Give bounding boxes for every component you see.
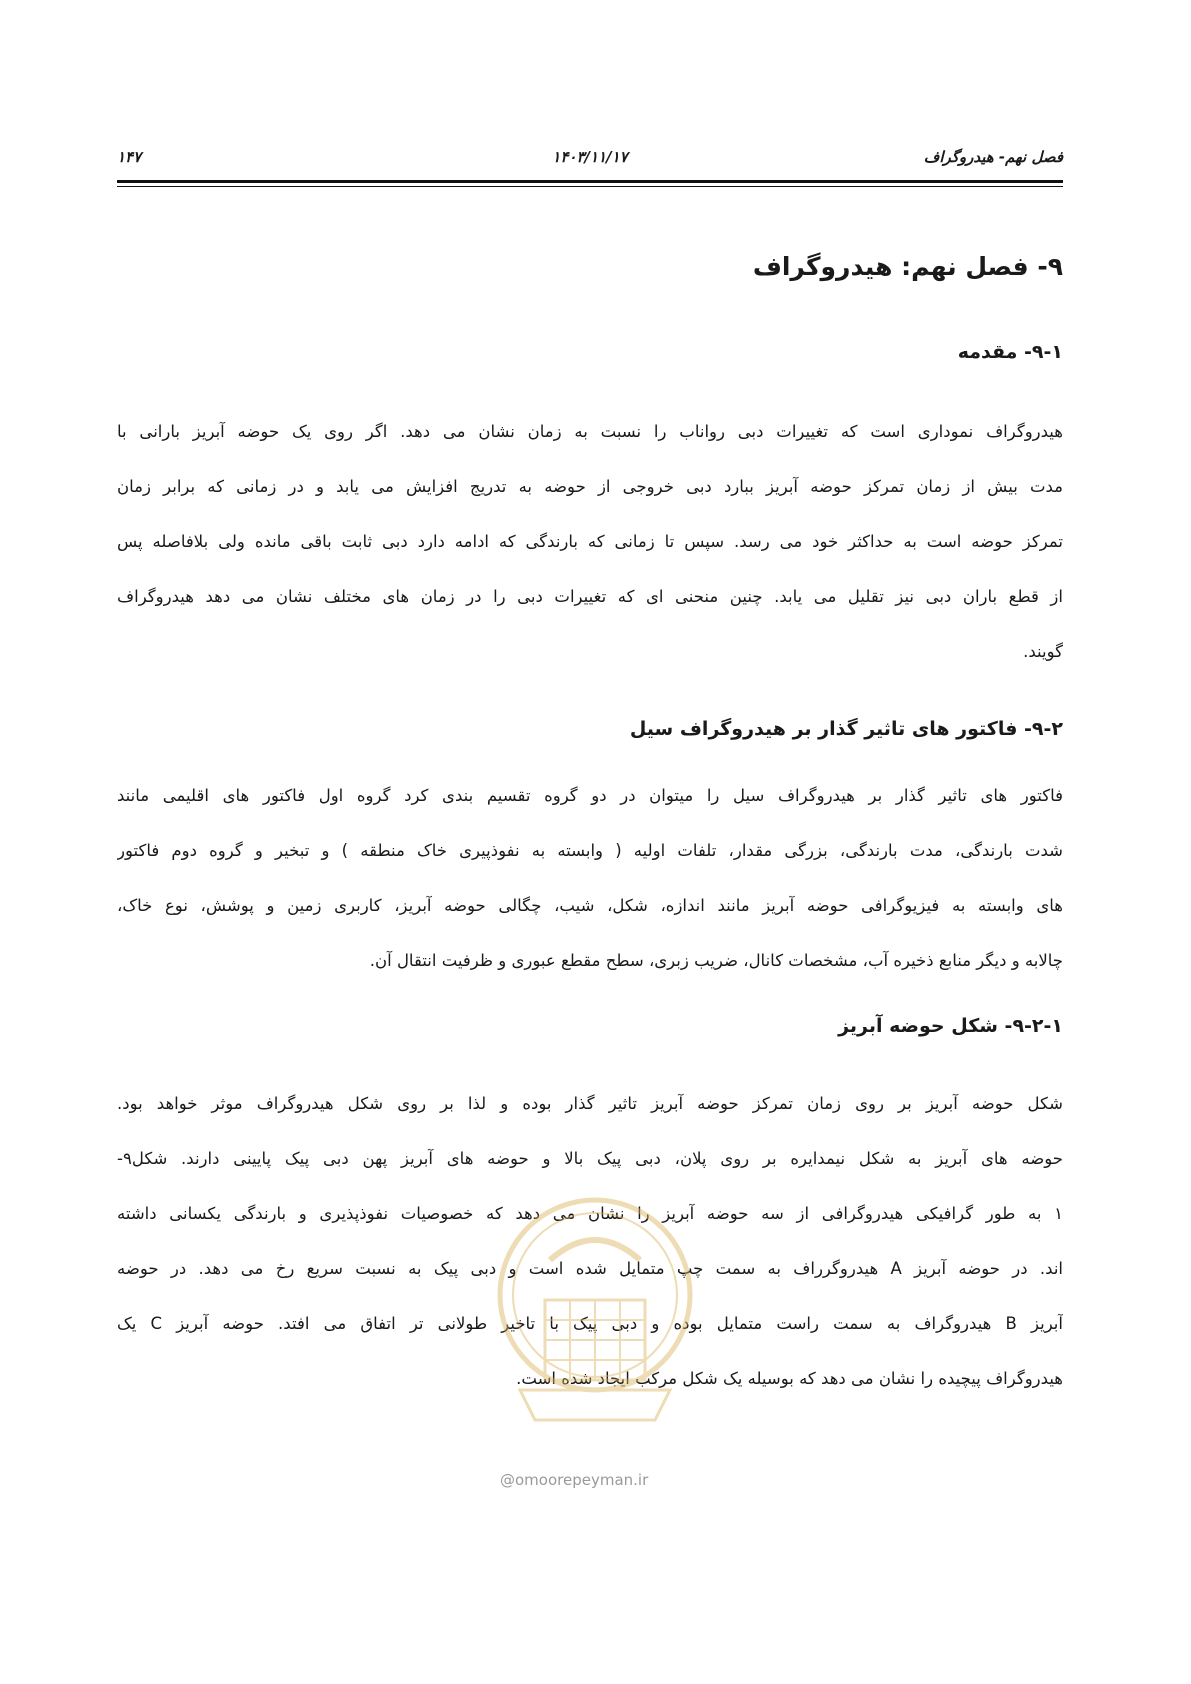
text-line: شدت بارندگی، مدت بارندگی، بزرگی مقدار، تلفات اولیه ( وابسته به نفوذپیری خاک منطقه ) و تبخیر و گروه دوم فاکتور (117, 841, 1063, 860)
header-rule-thin (117, 186, 1063, 187)
text-line: مدت بیش از زمان تمرکز حوضه آبریز ببارد دبی خروجی از حوضه به تدریج افزایش می یابد و در زمانی که برابر زمان (117, 477, 1063, 496)
text-line: فاکتور های تاثیر گذار بر هیدروگراف سیل را میتوان در دو گروه تقسیم بندی کرد گروه اول فاکتور های اقلیمی مانند (117, 786, 1063, 805)
section-heading-intro: ۹-۱- مقدمه (957, 341, 1063, 363)
section-heading-basin-shape: ۹-۲-۱- شکل حوضه آبریز (838, 1015, 1063, 1037)
text-line: تمرکز حوضه است به حداکثر خود می رسد. سپس تا زمانی که بارندگی که ادامه دارد دبی ثابت باقی مانده ولی بلافاصله پس (117, 532, 1063, 551)
watermark-logo-icon (490, 1190, 700, 1470)
text-line: از قطع باران دبی نیز تقلیل می یابد. چنین منحنی ای که تغییرات دبی را در زمان های مختلف نشان می دهد هیدروگراف (117, 587, 1063, 606)
text-line: حوضه های آبریز به شکل نیمدایره بر روی پلان، دبی پیک بالا و حوضه های آبریز پهن دبی پیک پایینی دارند. شکل۹- (117, 1149, 1063, 1168)
text-line: آبریز B هیدروگراف به سمت راست متمایل بوده و دبی پیک با تاخیر طولانی تر اتفاق می افتد. حوضه آبریز C یک (117, 1314, 1063, 1333)
text-line: اند. در حوضه آبریز A هیدروگرراف به سمت چپ متمایل شده است و دبی پیک به نسبت سریع رخ می دهد. در حوضه (117, 1259, 1063, 1278)
text-line: های وابسته به فیزیوگرافی حوضه آبریز مانند اندازه، شکل، شیب، چگالی حوضه آبریز، کاربری زمین و پوشش، نوع خاک، (117, 896, 1063, 915)
watermark-text: @omoorepeyman.ir (500, 1471, 649, 1489)
paragraph-factors (117, 768, 1063, 988)
chapter-title: ۹- فصل نهم: هیدروگراف (752, 252, 1063, 281)
header-chapter: فصل نهم- هیدروگراف (923, 148, 1063, 166)
text-line: ۱ به طور گرافیکی هیدروگرافی از سه حوضه آبریز را نشان می دهد که خصوصیات نفوذپذیری و بارندگی یکسانی داشته (117, 1204, 1063, 1223)
page-header (117, 148, 1063, 174)
section-heading-factors: ۹-۲- فاکتور های تاثیر گذار بر هیدروگراف سیل (629, 718, 1063, 740)
header-rule-thick (117, 180, 1063, 183)
text-line: هیدروگراف نموداری است که تغییرات دبی رواناب را نسبت به زمان نشان می دهد. اگر روی یک حوضه آبریز بارانی با (117, 422, 1063, 441)
paragraph-intro (117, 404, 1063, 679)
text-line: گویند. (1023, 642, 1063, 661)
header-page-number: ۱۴۷ (117, 148, 142, 166)
text-line: هیدروگراف پیچیده را نشان می دهد که بوسیله یک شکل مرکب ایجاد شده است. (516, 1369, 1063, 1388)
text-line: شکل حوضه آبریز بر روی زمان تمرکز حوضه آبریز تاثیر گذار بوده و لذا بر روی شکل هیدروگراف موثر خواهد بود. (117, 1094, 1063, 1113)
header-date: ۱۴۰۳/۱۱/۱۷ (552, 148, 628, 166)
text-line: چالابه و دیگر منابع ذخیره آب، مشخصات کانال، ضریب زبری، سطح مقطع عبوری و ظرفیت انتقال آن. (369, 951, 1063, 970)
